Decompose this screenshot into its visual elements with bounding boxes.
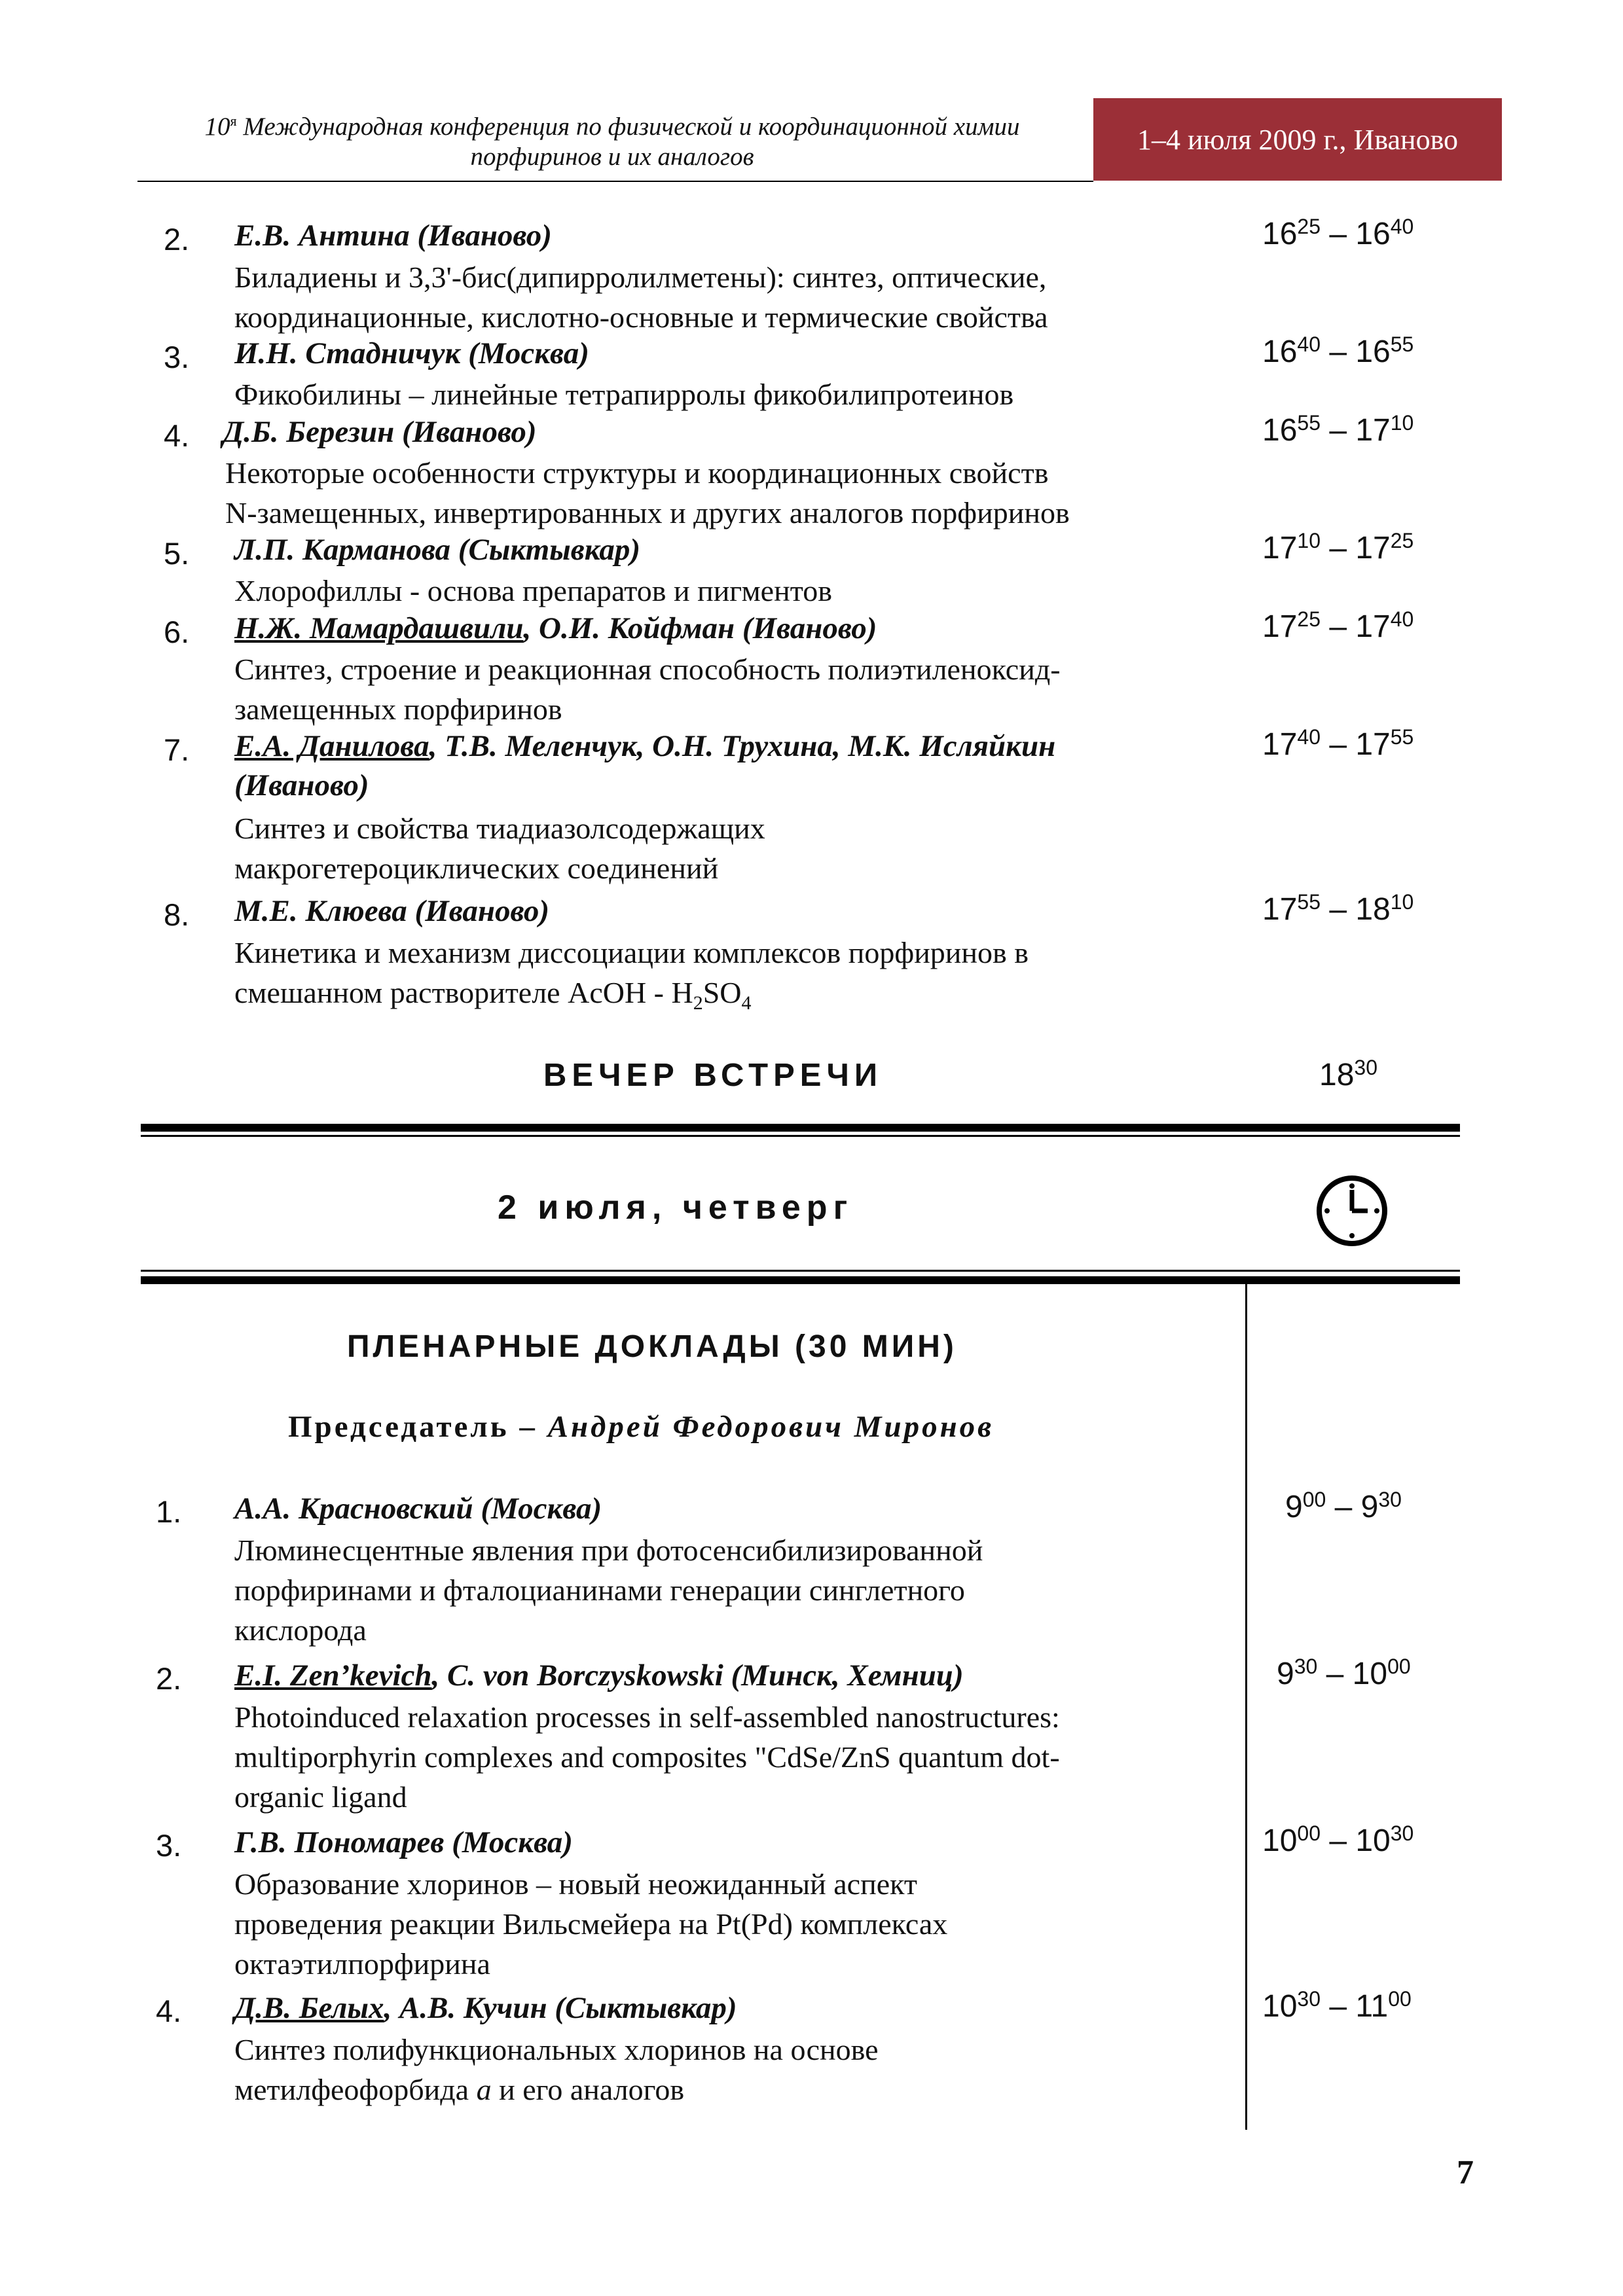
time-slot: $17^{40} - 17^{55}$: [1262, 725, 1414, 762]
talk-title: Photoinduced relaxation processes in self-assembled nanostructures: multiporphyrin complexes and composites "CdSe/ZnS quantum dot- organic ligand: [234, 1700, 1060, 1814]
day-heading: 2 июля, четверг: [498, 1189, 854, 1227]
talk-title: Хлорофиллы - основа препаратов и пигментов: [234, 574, 832, 607]
talk-title: Образование хлоринов – новый неожиданный аспект проведения реакции Вильсмейера на Pt(Pd) комплексах октаэтилпорфирина: [234, 1867, 948, 1981]
speaker-name: E.I. Zen’kevich, C. von Borczyskowski (Минск, Хемниц): [234, 1659, 964, 1693]
item-number: 8.: [164, 897, 190, 932]
clock-icon: [1313, 1172, 1391, 1250]
time-slot: $17^{25} - 17^{40}$: [1262, 607, 1414, 644]
item-number: 4.: [164, 418, 190, 453]
time-slot: $10^{30} - 11^{00}$: [1262, 1987, 1412, 2024]
conference-title: $10^я$ Международная конференция по физической и координационной химии порфиринов и их аналогов: [204, 113, 1020, 171]
talk-title: Фикобилины – линейные тетрапирролы фикобилипротеинов: [234, 378, 1014, 411]
time-column-separator: [1245, 1284, 1247, 2130]
plenary-heading: ПЛЕНАРНЫЕ ДОКЛАДЫ (30 МИН): [347, 1329, 957, 1364]
speaker-name: М.Е. Клюева (Иваново): [234, 894, 549, 928]
divider-thin: [141, 1135, 1460, 1137]
speaker-name: Д.Б. Березин (Иваново): [223, 415, 537, 449]
divider-thick: [141, 1124, 1460, 1132]
item-number: 6.: [164, 615, 190, 649]
speaker-name: Е.В. Антина (Иваново): [234, 219, 552, 253]
divider-thick: [141, 1276, 1460, 1284]
speaker-name: Д.В. Белых, А.В. Кучин (Сыктывкар): [234, 1991, 737, 2025]
talk-title: Кинетика и механизм диссоциации комплексов порфиринов в смешанном растворителе AcOH - $H_2SO_4$: [234, 936, 1029, 1014]
time-slot: $16^{25} - 16^{40}$: [1262, 215, 1414, 251]
item-number: 5.: [164, 536, 190, 571]
chairperson: Председатель – Андрей Федорович Миронов: [288, 1410, 994, 1444]
time-slot: $10^{00} - 10^{30}$: [1262, 1821, 1414, 1858]
talk-title: Люминесцентные явления при фотосенсибилизированной порфиринами и фталоцианинами генерации синглетного кислорода: [234, 1534, 983, 1647]
evening-time: $18^{30}$: [1319, 1056, 1377, 1092]
speaker-name: И.Н. Стадничук (Москва): [234, 336, 589, 370]
page-number: 7: [1457, 2154, 1474, 2191]
time-slot: $9^{00} - 9^{30}$: [1285, 1488, 1402, 1524]
item-number: 3.: [156, 1828, 182, 1863]
conference-date-badge: 1–4 июля 2009 г., Иваново: [1093, 98, 1502, 181]
speaker-name: А.А. Красновский (Москва): [234, 1492, 602, 1526]
item-number: 2.: [156, 1661, 182, 1696]
talk-title: Синтез, строение и реакционная способность полиэтиленоксид- замещенных порфиринов: [234, 653, 1061, 726]
item-number: 2.: [164, 222, 190, 257]
evening-event-title: ВЕЧЕР ВСТРЕЧИ: [543, 1058, 883, 1093]
talk-title: Некоторые особенности структуры и координационных свойств N-замещенных, инвертированных и других аналогов порфиринов: [225, 456, 1070, 529]
talk-title: Синтез и свойства тиадиазолсодержащих макрогетероциклических соединений: [234, 812, 765, 885]
item-number: 3.: [164, 340, 190, 374]
header-rule: [137, 181, 1093, 182]
speaker-name: Н.Ж. Мамардашвили, О.И. Койфман (Иваново): [234, 611, 877, 645]
item-number: 7.: [164, 732, 190, 767]
item-number: 1.: [156, 1494, 182, 1529]
speaker-name: Г.В. Пономарев (Москва): [234, 1825, 573, 1859]
speaker-name: Е.А. Данилова, Т.В. Меленчук, О.Н. Трухина, М.К. Исляйкин (Иваново): [234, 729, 1056, 802]
time-slot: $17^{55} - 18^{10}$: [1262, 890, 1414, 927]
time-slot: $9^{30} - 10^{00}$: [1277, 1655, 1411, 1691]
time-slot: $17^{10} - 17^{25}$: [1262, 529, 1414, 565]
speaker-name: Л.П. Карманова (Сыктывкар): [234, 533, 641, 567]
time-slot: $16^{55} - 17^{10}$: [1262, 411, 1414, 448]
item-number: 4.: [156, 1994, 182, 2028]
divider-thin: [141, 1270, 1460, 1272]
talk-title: Синтез полифункциональных хлоринов на основе метилфеофорбида а и его аналогов: [234, 2033, 879, 2106]
talk-title: Биладиены и 3,3'-бис(дипирролилметены): синтез, оптические, координационные, кислотно-основные и термические свойства: [234, 260, 1048, 334]
time-slot: $16^{40} - 16^{55}$: [1262, 332, 1414, 369]
